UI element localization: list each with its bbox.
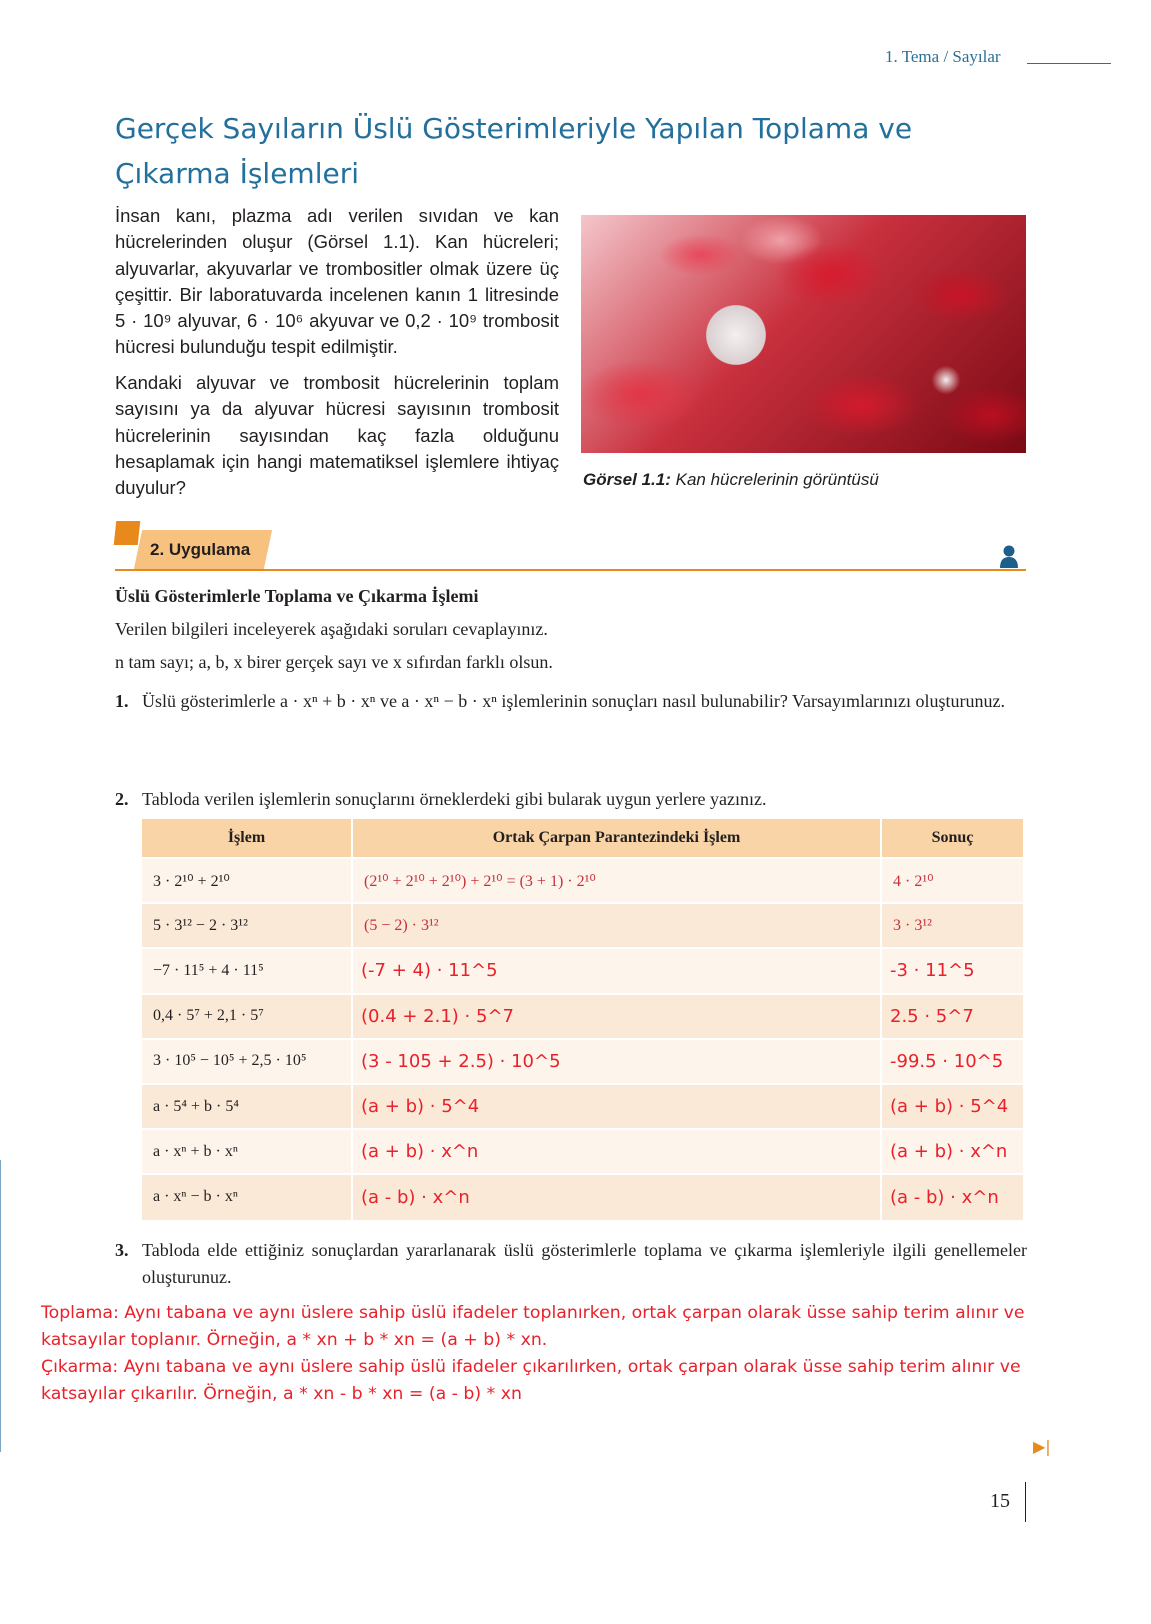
result-cell[interactable]: (a + b) · x^n: [881, 1129, 1024, 1174]
person-icon: [999, 544, 1019, 568]
table-row: [142, 994, 1024, 1039]
question-2: [115, 786, 1027, 813]
intro-paragraph-1: İnsan kanı, plazma adı verilen sıvıdan ve kan hücrelerinden oluşur (Görsel 1.1). Kan hücreleri; alyuvarlar, akyuvarlar ve trombositler olmak üzere üç çeşittir. Bir laboratuvarda incelenen kanın 1 litresinde 5 · 10⁹ alyuvar, 6 · 10⁶ akyuvar ve 0,2 · 10⁹ trombosit hücresi bulunduğu tespit edilmiştir.: [115, 205, 559, 358]
common-factor-cell[interactable]: (3 - 105 + 2.5) · 10^5: [352, 1039, 881, 1084]
result-cell: 4 · 2¹⁰: [881, 858, 1024, 903]
operation-cell: 3 · 2¹⁰ + 2¹⁰: [142, 858, 352, 903]
result-cell[interactable]: 2.5 · 5^7: [881, 994, 1024, 1039]
question-number: 1.: [115, 691, 129, 711]
result-cell[interactable]: -99.5 · 10^5: [881, 1039, 1024, 1084]
figure-caption: [583, 470, 879, 490]
table-row: [142, 858, 1024, 903]
table-row: [142, 948, 1024, 993]
column-header-operation: İşlem: [142, 819, 352, 858]
margin-line: [0, 1160, 1, 1452]
page-title: Gerçek Sayıların Üslü Gösterimleriyle Yapılan Toplama ve Çıkarma İşlemleri: [115, 112, 913, 190]
table-row: [142, 1129, 1024, 1174]
answer-subtraction: Çıkarma: Aynı tabana ve aynı üslere sahip üslü ifadeler çıkarılırken, ortak çarpan olarak üsse sahip terim alınır ve katsayılar çıkarılır. Örneğin, a * xn - b * xn = (a - b) * xn: [41, 1357, 1021, 1404]
figure-caption-text: Kan hücrelerinin görüntüsü: [675, 470, 879, 489]
header-rule: [1027, 63, 1111, 64]
table-row: [142, 903, 1024, 948]
common-factor-cell: (5 − 2) · 3¹²: [352, 903, 881, 948]
theme-header: 1. Tema / Sayılar: [885, 47, 1001, 66]
column-header-common-factor: Ortak Çarpan Parantezindeki İşlem: [352, 819, 881, 858]
operation-cell: 3 · 10⁵ − 10⁵ + 2,5 · 10⁵: [142, 1039, 352, 1084]
common-factor-cell[interactable]: (-7 + 4) · 11^5: [352, 948, 881, 993]
banner-rule: [115, 569, 1026, 571]
page-number: 15: [990, 1490, 1010, 1512]
result-cell[interactable]: (a + b) · 5^4: [881, 1084, 1024, 1129]
operation-cell: a · 5⁴ + b · 5⁴: [142, 1084, 352, 1129]
common-factor-cell[interactable]: (0.4 + 2.1) · 5^7: [352, 994, 881, 1039]
question-text: Üslü gösterimlerle a · xⁿ + b · xⁿ ve a · xⁿ − b · xⁿ işlemlerinin sonuçları nasıl bulunabilir? Varsayımlarınızı oluşturunuz.: [142, 691, 1005, 711]
question-text: Tabloda elde ettiğiniz sonuçlardan yararlanarak üslü gösterimlerle toplama ve çıkarma işlemleriyle ilgili genellemeler oluşturunuz.: [142, 1240, 1027, 1287]
question-number: 3.: [115, 1240, 129, 1260]
answer-addition: Toplama: Aynı tabana ve aynı üslere sahip üslü ifadeler toplanırken, ortak çarpan olarak üsse sahip terim alınır ve katsayılar toplanır. Örneğin, a * xn + b * xn = (a + b) * xn.: [41, 1303, 1025, 1350]
assumption-line: n tam sayı; a, b, x birer gerçek sayı ve x sıfırdan farklı olsun.: [115, 652, 553, 672]
figure-label: Görsel 1.1:: [583, 470, 671, 489]
result-cell[interactable]: (a - b) · x^n: [881, 1174, 1024, 1219]
common-factor-cell[interactable]: (a + b) · x^n: [352, 1129, 881, 1174]
question-1: [115, 688, 1027, 715]
operations-table: [142, 819, 1025, 1220]
question-text: Tabloda verilen işlemlerin sonuçlarını örneklerdeki gibi bularak uygun yerlere yazınız.: [142, 789, 767, 809]
banner-accent: [114, 521, 141, 545]
operation-cell: a · xⁿ + b · xⁿ: [142, 1129, 352, 1174]
common-factor-cell[interactable]: (a - b) · x^n: [352, 1174, 881, 1219]
operation-cell: 5 · 3¹² − 2 · 3¹²: [142, 903, 352, 948]
activity-banner-label: 2. Uygulama: [150, 540, 251, 559]
question-number: 2.: [115, 789, 129, 809]
common-factor-cell[interactable]: (a + b) · 5^4: [352, 1084, 881, 1129]
result-cell: 3 · 3¹²: [881, 903, 1024, 948]
next-page-icon[interactable]: ▶|: [1033, 1437, 1051, 1456]
intro-paragraph-2: Kandaki alyuvar ve trombosit hücrelerinin toplam sayısını ya da alyuvar hücresi sayısının trombosit hücrelerinin sayısından kaç fazla olduğunu hesaplamak için hangi matematiksel işlemlere ihtiyaç duyulur?: [115, 372, 559, 499]
table-row: [142, 1039, 1024, 1084]
question-3: [115, 1237, 1027, 1291]
operation-cell: −7 · 11⁵ + 4 · 11⁵: [142, 948, 352, 993]
activity-heading: Üslü Gösterimlerle Toplama ve Çıkarma İşlemi: [115, 586, 479, 606]
page-number-rule: [1025, 1482, 1026, 1522]
operation-cell: a · xⁿ − b · xⁿ: [142, 1174, 352, 1219]
blood-cells-image: [581, 215, 1026, 453]
instruction-line: Verilen bilgileri inceleyerek aşağıdaki soruları cevaplayınız.: [115, 619, 548, 639]
result-cell[interactable]: -3 · 11^5: [881, 948, 1024, 993]
table-row: [142, 1084, 1024, 1129]
column-header-result: Sonuç: [881, 819, 1024, 858]
operation-cell: 0,4 · 5⁷ + 2,1 · 5⁷: [142, 994, 352, 1039]
table-row: [142, 1174, 1024, 1219]
common-factor-cell: (2¹⁰ + 2¹⁰ + 2¹⁰) + 2¹⁰ = (3 + 1) · 2¹⁰: [352, 858, 881, 903]
handwritten-answer[interactable]: [41, 1300, 1061, 1408]
